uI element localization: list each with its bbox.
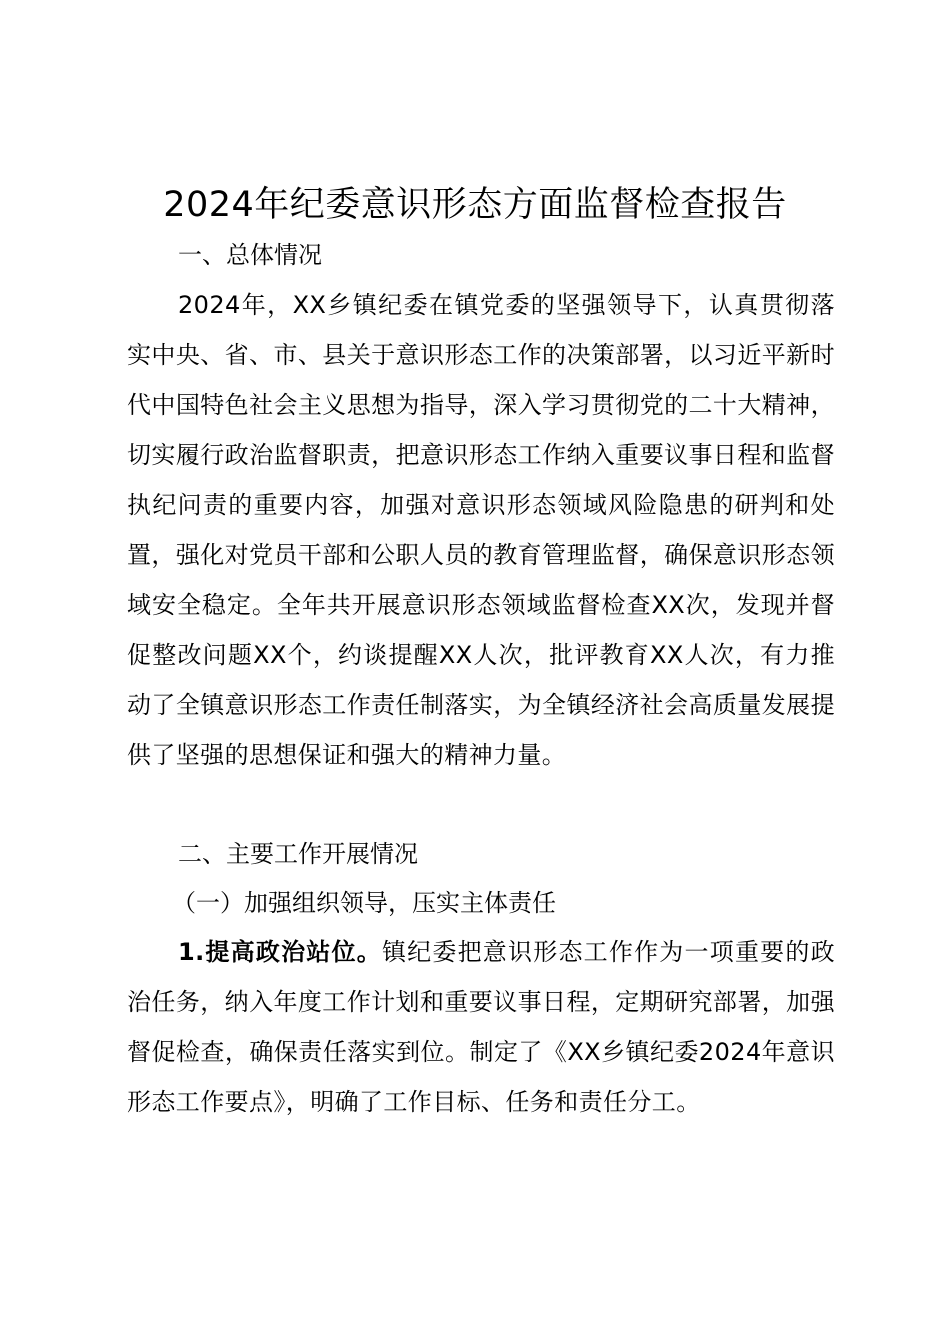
section-heading-overall: 一、总体情况 xyxy=(178,241,322,269)
item-body: 镇纪委把意识形态工作作为一项重要的政治任务，纳入年度工作计划和重要议事日程，定期研究部署，加强督促检查，确保责任落实到位。制定了《XX乡镇纪委2024年意识形态工作要点》，明确了工作目标、任务和责任分工。 xyxy=(127,938,835,1116)
document-title: 2024年纪委意识形态方面监督检查报告 xyxy=(163,185,787,225)
subsection-heading-organization: （一）加强组织领导，压实主体责任 xyxy=(172,889,556,917)
section-heading-main-work: 二、主要工作开展情况 xyxy=(178,840,418,868)
overall-paragraph: 2024年，XX乡镇纪委在镇党委的坚强领导下，认真贯彻落实中央、省、市、县关于意识形态工作的决策部署，以习近平新时代中国特色社会主义思想为指导，深入学习贯彻党的二十大精神，切实履行政治监督职责，把意识形态工作纳入重要议事日程和监督执纪问责的重要内容，加强对意识形态领域风险隐患的研判和处置，强化对党员干部和公职人员的教育管理监督，确保意识形态领域安全稳定。全年共开展意识形态领域监督检查XX次，发现并督促整改问题XX个，约谈提醒XX人次，批评教育XX人次，有力推动了全镇意识形态工作责任制落实，为全镇经济社会高质量发展提供了坚强的思想保证和强大的精神力量。 xyxy=(127,291,835,769)
item-lead-bold: 1.提高政治站位。 xyxy=(178,938,382,966)
item-paragraph-political-stance xyxy=(127,927,835,1127)
